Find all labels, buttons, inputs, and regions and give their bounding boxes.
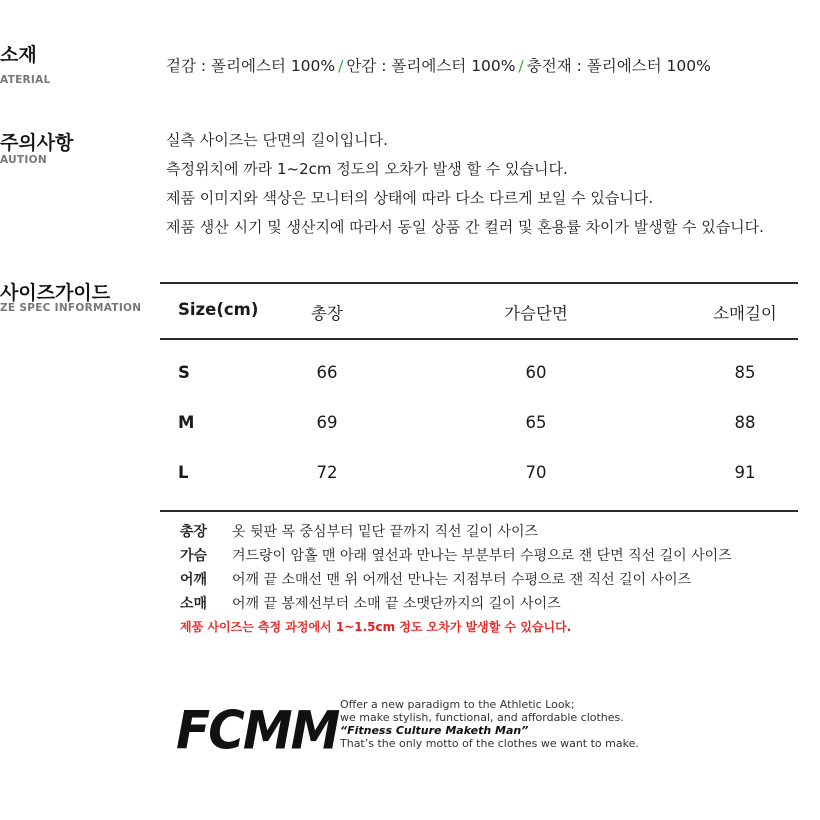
caution-subtitle: AUTION <box>0 154 47 166</box>
motto-note: That’s the only motto of the clothes we want to make. <box>340 737 639 750</box>
brand-motto: “Fitness Culture Maketh Man” <box>340 724 529 737</box>
table-header-rule <box>160 338 798 340</box>
row-sleeve-length: 91 <box>734 463 756 482</box>
material-outer: 겉감 : 폴리에스터 100% <box>166 57 336 75</box>
size-guide-subtitle: ZE SPEC INFORMATION <box>0 302 142 314</box>
material-title: 소재 <box>0 44 37 66</box>
caution-list <box>166 130 764 246</box>
material-subtitle: ATERIAL <box>0 74 51 86</box>
header-size: Size(cm) <box>178 300 259 319</box>
size-tolerance-note: 제품 사이즈는 측정 과정에서 1~1.5cm 정도 오차가 발생할 수 있습니다. <box>180 620 572 634</box>
definition-desc: 옷 뒷판 목 중심부터 밑단 끝까지 직선 길이 사이즈 <box>232 524 539 540</box>
row-sleeve-length: 85 <box>734 363 756 382</box>
table-top-rule <box>160 282 798 284</box>
measurement-definitions <box>180 522 732 640</box>
table-bottom-rule <box>160 510 798 512</box>
row-size: L <box>178 463 189 482</box>
definition-row <box>180 522 732 546</box>
definition-row <box>180 546 732 570</box>
slogan-line: we make stylish, functional, and affordable clothes. <box>340 711 624 724</box>
definition-row <box>180 570 732 594</box>
material-composition <box>166 54 711 76</box>
material-separator: / <box>518 57 524 75</box>
caution-line: 제품 이미지와 색상은 모니터의 상태에 따라 다소 다르게 보일 수 있습니다. <box>166 189 654 207</box>
definition-term: 총장 <box>180 524 208 540</box>
brand-slogan <box>340 698 639 750</box>
row-size: M <box>178 413 195 432</box>
caution-title: 주의사항 <box>0 132 74 154</box>
row-total-length: 69 <box>316 413 338 432</box>
header-sleeve-length: 소매길이 <box>713 304 777 323</box>
material-filling: 충전재 : 폴리에스터 100% <box>526 57 711 75</box>
material-separator: / <box>338 57 344 75</box>
row-chest-width: 70 <box>525 463 547 482</box>
slogan-line: Offer a new paradigm to the Athletic Look; <box>340 698 575 711</box>
size-guide-title: 사이즈가이드 <box>0 282 111 304</box>
caution-line: 실측 사이즈는 단면의 길이입니다. <box>166 131 388 149</box>
definition-desc: 어깨 끝 소매선 맨 위 어깨선 만나는 지점부터 수평으로 잰 직선 길이 사이즈 <box>232 572 692 588</box>
header-total-length: 총장 <box>311 304 343 323</box>
definition-desc: 어깨 끝 봉제선부터 소매 끝 소맷단까지의 길이 사이즈 <box>232 596 561 612</box>
row-size: S <box>178 363 190 382</box>
header-chest-width: 가슴단면 <box>504 304 568 323</box>
definition-row <box>180 594 732 618</box>
row-total-length: 72 <box>316 463 338 482</box>
material-lining: 안감 : 폴리에스터 100% <box>346 57 516 75</box>
definition-term: 어깨 <box>180 572 208 588</box>
row-chest-width: 65 <box>525 413 547 432</box>
caution-line: 제품 생산 시기 및 생산지에 따라서 동일 상품 간 컬러 및 혼용률 차이가 발생할 수 있습니다. <box>166 218 764 236</box>
definition-term: 가슴 <box>180 548 208 564</box>
definition-term: 소매 <box>180 596 208 612</box>
caution-line: 측정위치에 까라 1~2cm 정도의 오차가 발생 할 수 있습니다. <box>166 160 568 178</box>
row-total-length: 66 <box>316 363 338 382</box>
fcmm-logo: FCMM <box>176 700 339 761</box>
row-chest-width: 60 <box>525 363 547 382</box>
row-sleeve-length: 88 <box>734 413 756 432</box>
definition-desc: 겨드랑이 암홀 맨 아래 옆선과 만나는 부분부터 수평으로 잰 단면 직선 길이 사이즈 <box>232 548 732 564</box>
